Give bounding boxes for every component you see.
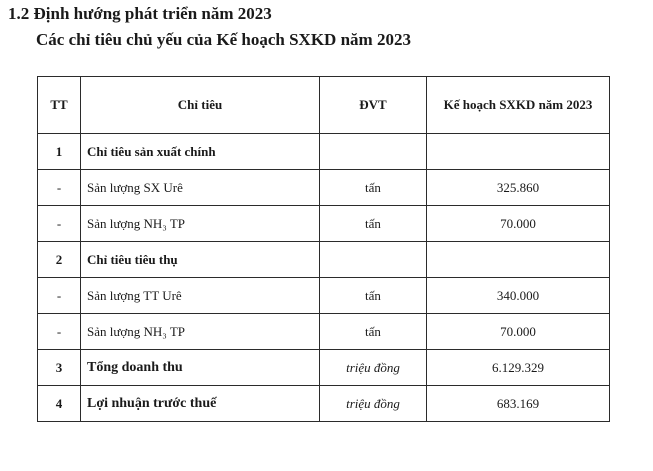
row-value: 683.169	[427, 386, 610, 422]
row-indicator: Tổng doanh thu	[81, 350, 320, 386]
row-unit: triệu đồng	[320, 386, 427, 422]
table-row	[38, 134, 610, 170]
table-row	[38, 314, 610, 350]
row-tt: -	[38, 314, 81, 350]
row-unit: tấn	[320, 278, 427, 314]
table-row	[38, 242, 610, 278]
header-tt: TT	[38, 77, 81, 134]
row-tt: -	[38, 206, 81, 242]
row-indicator: Sản lượng TT Urê	[81, 278, 320, 314]
section-heading: 1.2 Định hướng phát triển năm 2023	[8, 4, 272, 23]
row-unit	[320, 242, 427, 278]
header-unit: ĐVT	[320, 77, 427, 134]
row-value: 325.860	[427, 170, 610, 206]
row-indicator: Sản lượng NH₃ TP	[81, 314, 320, 350]
row-value: 70.000	[427, 314, 610, 350]
table-title: Các chỉ tiêu chủ yếu của Kế hoạch SXKD năm 2023	[36, 30, 411, 49]
row-value: 70.000	[427, 206, 610, 242]
row-unit: tấn	[320, 314, 427, 350]
row-tt: -	[38, 278, 81, 314]
table-row	[38, 350, 610, 386]
table-row	[38, 386, 610, 422]
row-value	[427, 242, 610, 278]
table-row	[38, 206, 610, 242]
table-header-row	[38, 77, 610, 134]
table-row	[38, 278, 610, 314]
row-indicator: Lợi nhuận trước thuế	[81, 386, 320, 422]
table-row	[38, 170, 610, 206]
row-value: 6.129.329	[427, 350, 610, 386]
header-plan: Kế hoạch SXKD năm 2023	[427, 77, 610, 134]
header-indicator: Chỉ tiêu	[81, 77, 320, 134]
row-unit: tấn	[320, 170, 427, 206]
row-indicator: Sản lượng NH₃ TP	[81, 206, 320, 242]
row-indicator: Chỉ tiêu tiêu thụ	[81, 242, 320, 278]
row-tt: -	[38, 170, 81, 206]
plan-table	[37, 76, 610, 422]
row-tt: 2	[38, 242, 81, 278]
row-tt: 3	[38, 350, 81, 386]
row-value	[427, 134, 610, 170]
row-unit	[320, 134, 427, 170]
row-unit: triệu đồng	[320, 350, 427, 386]
row-unit: tấn	[320, 206, 427, 242]
row-tt: 1	[38, 134, 81, 170]
row-indicator: Chỉ tiêu sản xuất chính	[81, 134, 320, 170]
row-indicator: Sản lượng SX Urê	[81, 170, 320, 206]
row-tt: 4	[38, 386, 81, 422]
row-value: 340.000	[427, 278, 610, 314]
